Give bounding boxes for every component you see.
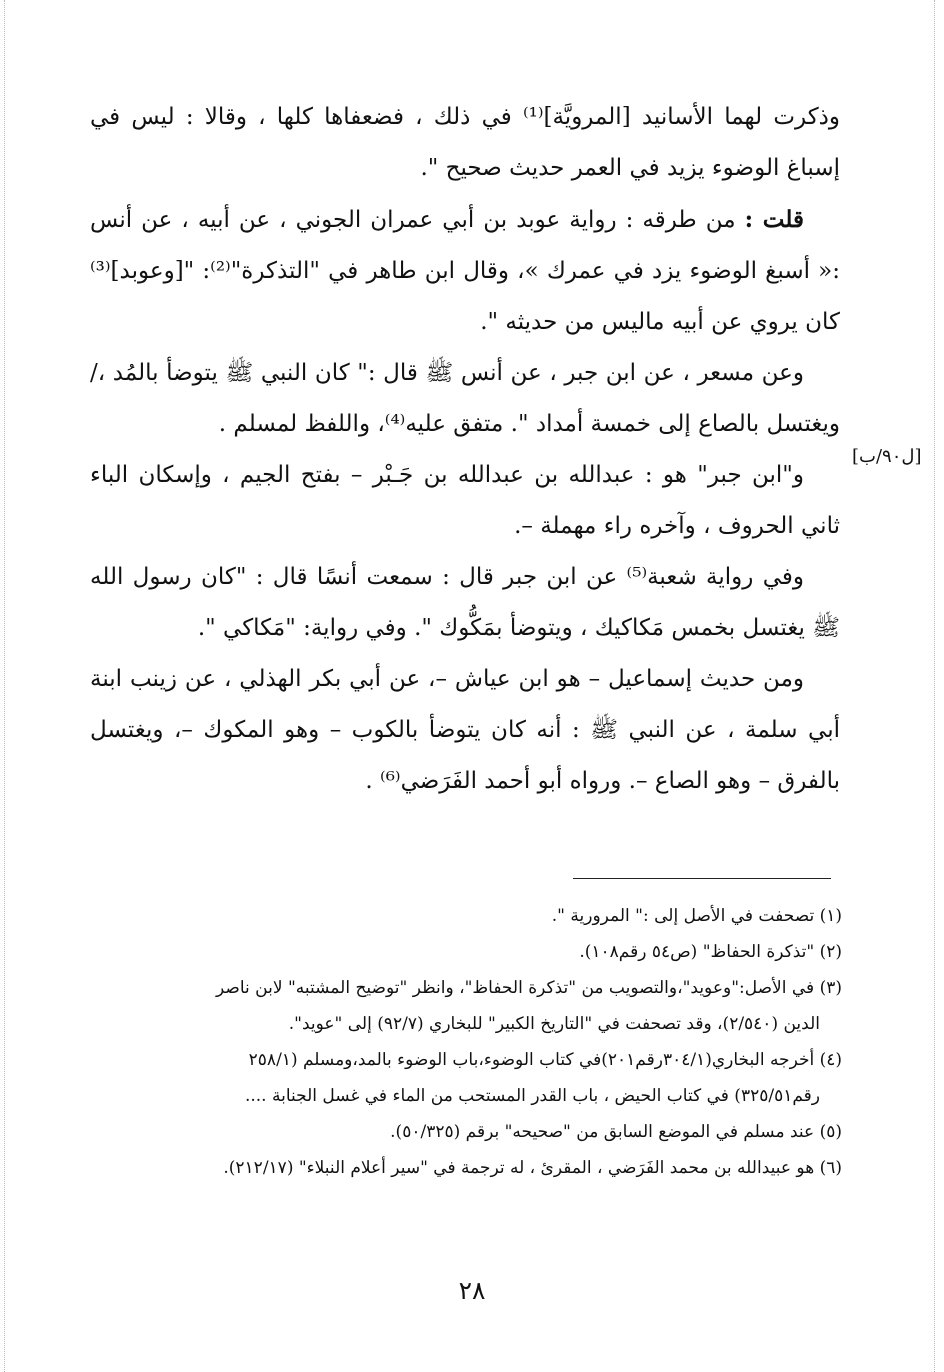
footnotes bbox=[120, 898, 842, 1186]
paragraph-5: وفي رواية شعبة⁽⁵⁾ عن ابن جبر قال : سمعت أنسًا قال : "كان رسول الله ﷺ يغتسل بخمس مَكاكيك ، ويتوضأ بمَكُّوك ". وفي رواية: "مَكاكي ". bbox=[90, 564, 840, 641]
footnote-2: (٢) "تذكرة الحفاظ" (ص٥٤ رقم١٠٨). bbox=[579, 942, 842, 962]
paragraph-2 bbox=[90, 194, 840, 348]
footnote-1: (١) تصحفت في الأصل إلى :" المرورية ". bbox=[551, 906, 842, 926]
paragraph-2-text: من طرقه : رواية عوبد بن أبي عمران الجوني ، عن أبيه ، عن أنس :« أسبغ الوضوء يزد في عمرك »، وقال ابن طاهر في "التذكرة"⁽²⁾: "[وعوبد]⁽³⁾ كان يروي عن أبيه ماليس من حديثه ". bbox=[90, 207, 840, 335]
footnote-5: (٥) عند مسلم في الموضع السابق من "صحيحه" برقم (٥٠/٣٢٥). bbox=[390, 1122, 842, 1142]
footnote-4-continued: رقم٣٢٥/٥١) في كتاب الحيض ، باب القدر المستحب من الماء في غسل الجنابة .... bbox=[244, 1086, 820, 1106]
footnote-separator bbox=[573, 878, 831, 879]
paragraph-6: ومن حديث إسماعيل – هو ابن عياش –، عن أبي بكر الهذلي ، عن زينب ابنة أبي سلمة ، عن النبي ﷺ : أنه كان يتوضأ بالكوب – وهو المكوك –، ويغتسل بالفرق – وهو الصاع –. ورواه أبو أحمد الفَرَضي⁽⁶⁾ . bbox=[90, 666, 840, 794]
paragraph-3: وعن مسعر ، عن ابن جبر ، عن أنس ﷺ قال :" كان النبي ﷺ يتوضأ بالمُد ،/ ويغتسل بالصاع إلى خمسة أمداد ". متفق عليه⁽⁴⁾، واللفظ لمسلم . bbox=[90, 360, 840, 437]
manuscript-folio-note: [ل٩٠/ب] bbox=[852, 446, 922, 467]
footnote-6: (٦) هو عبيدالله بن محمد الفَرَضي ، المقرئ ، له ترجمة في "سير أعلام النبلاء" (٢١٢/١٧). bbox=[223, 1158, 842, 1178]
main-text bbox=[90, 92, 840, 807]
paragraph-2-lead: قلت : bbox=[744, 206, 804, 233]
paragraph-1: وذكرت لهما الأسانيد [المرويَّة]⁽¹⁾ في ذلك ، فضعفاها كلها ، وقالا : ليس في إسباغ الوضوء يزيد في العمر حديث صحيح ". bbox=[90, 104, 840, 181]
page-number: ٢٨ bbox=[458, 1276, 486, 1305]
paragraph-4: و"ابن جبر" هو : عبدالله بن عبدالله بن جَـبْر – بفتح الجيم ، وإسكان الباء ثاني الحروف ، وآخره راء مهملة –. bbox=[90, 462, 840, 539]
footnote-3-continued: الدين (٢/٥٤٠)، وقد تصحفت في "التاريخ الكبير" للبخاري (٩٢/٧) إلى "عويد". bbox=[288, 1014, 820, 1034]
footnote-4: (٤) أخرجه البخاري(٣٠٤/١رقم٢٠١)في كتاب الوضوء،باب الوضوء بالمد،ومسلم (٢٥٨/١ bbox=[248, 1050, 842, 1070]
footnote-3: (٣) في الأصل:"وعويد"،والتصويب من "تذكرة الحفاظ"، وانظر "توضيح المشتبه" لابن ناصر bbox=[216, 978, 842, 998]
page-edge-dots-left bbox=[4, 0, 5, 1372]
page-edge-dots-right bbox=[934, 0, 935, 1372]
